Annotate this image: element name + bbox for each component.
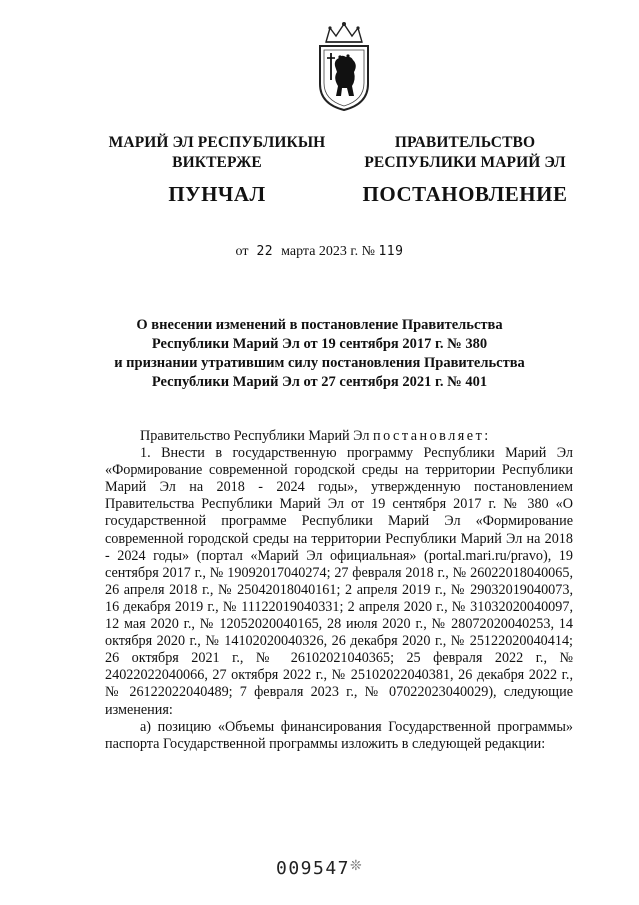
serial-number: 009547 [276, 858, 351, 879]
date-month-year: марта 2023 г. № [281, 244, 375, 259]
document-date-line [0, 244, 639, 260]
title-line: Республики Марий Эл от 27 сентября 2021 г. № 401 [151, 374, 488, 390]
preamble-text: Правительство Республики Марий Эл [140, 428, 373, 444]
serial-mark: ❊ [350, 859, 362, 874]
header-mari-line1: МАРИЙ ЭЛ РЕСПУБЛИКЫН [108, 134, 326, 151]
header-russian-doc-type: ПОСТАНОВЛЕНИЕ [362, 182, 568, 206]
header-mari-line2: ВИКТЕРЖЕ [172, 154, 262, 171]
title-line: Республики Марий Эл от 19 сентября 2017 г. № 380 [151, 336, 488, 352]
item-a-paragraph: а) позицию «Объемы финансирования Государственной программы» паспорта Государственной программы изложить в следующей редакции: [105, 718, 573, 752]
header-russian-line2: РЕСПУБЛИКИ МАРИЙ ЭЛ [364, 154, 566, 171]
date-day: 22 [256, 244, 274, 259]
date-prefix: от [235, 244, 249, 259]
header-mari-doc-type: ПУНЧАЛ [168, 182, 266, 206]
item-1-paragraph: 1. Внести в государственную программу Республики Марий Эл «Формирование современной городской среды на территории Республики Марий Эл на 2018 - 2024 годы», утвержденную постановлением Правительства Республики Марий Эл от 19 сентября 2017 г. № 380 «О государственной программе Республики Марий Эл «Формирование современной городской среды на территории Республики Марий Эл на 2018 - 2024 годы» (портал «Марий Эл официальная» (portal.mari.ru/pravo), 19 сентября 2017 г., № 19092017040274; 27 февраля 2018 г., № 26022018040065, 26 апреля 2018 г., № 25042018040161; 2 апреля 2019 г., № 29032019040073, 16 декабря 2019 г., № 11122019040331; 2 апреля 2020 г., № 31032020040097, 12 мая 2020 г., № 12052020040165, 28 июля 2020 г., № 28072020040253, 14 октября 2020 г., № 14102020040326, 26 декабря 2020 г., № 25122020040414; 26 октября 2021 г., № 26102021040365; 25 февраля 2022 г., № 24022022040066, 27 октября 2022 г., № 25102022040381, 26 декабря 2022 г., № 26122022040489; 7 февраля 2023 г., № 07022023040029), следующие изменения: [105, 445, 573, 718]
title-line: и признании утратившим силу постановления Правительства [114, 355, 525, 371]
header-mari [92, 133, 342, 207]
coat-of-arms-emblem [316, 20, 372, 112]
document-number: 119 [378, 244, 404, 259]
header-russian [356, 133, 574, 207]
header-russian-line1: ПРАВИТЕЛЬСТВО [394, 134, 536, 151]
preamble-paragraph [105, 428, 573, 445]
title-line: О внесении изменений в постановление Правительства [136, 317, 503, 333]
preamble-verb: постановляет: [372, 428, 491, 444]
document-title [100, 316, 539, 392]
document-body [105, 428, 573, 753]
